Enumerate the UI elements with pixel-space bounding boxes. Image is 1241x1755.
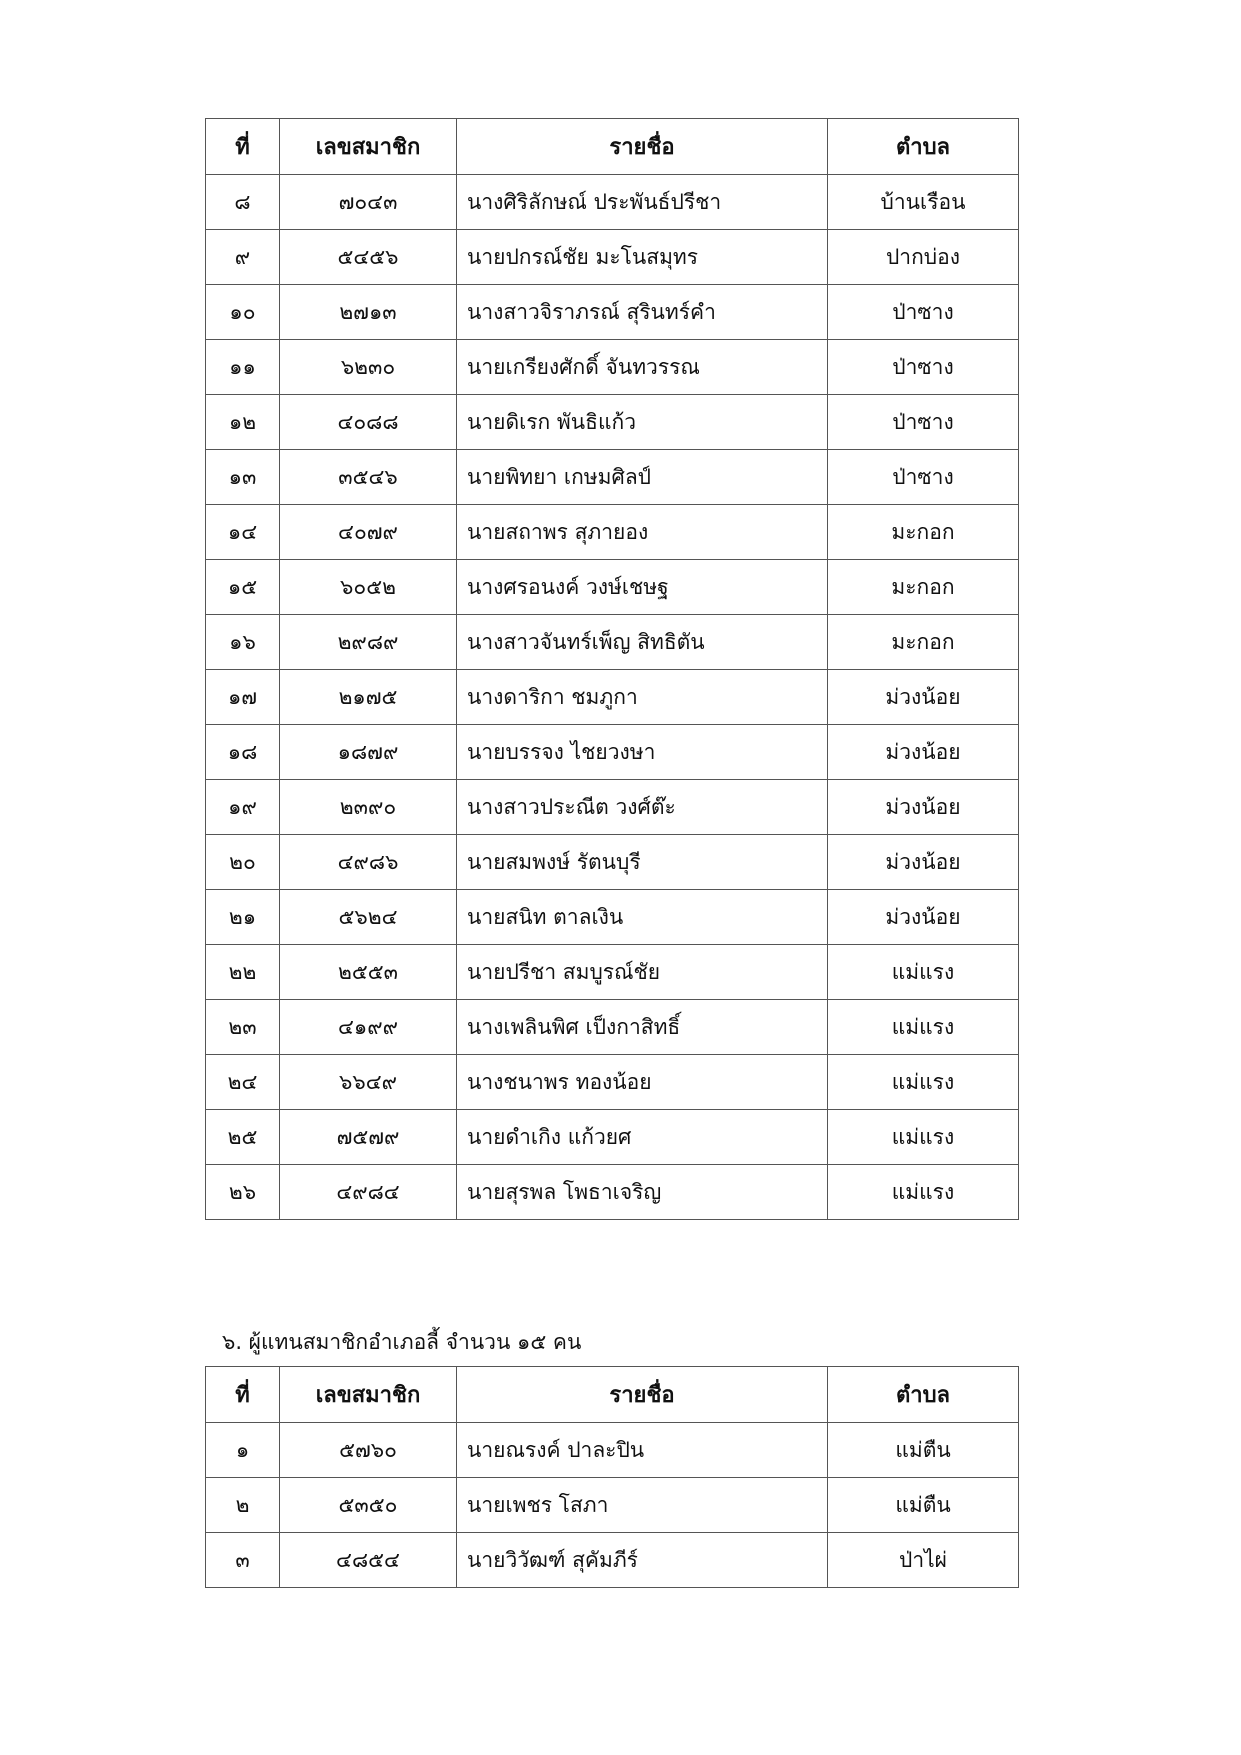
table-row <box>206 1533 1019 1588</box>
cell-member-id: ๔๑๙๙ <box>280 1000 457 1055</box>
cell-no: ๒๕ <box>206 1110 280 1165</box>
cell-subdistrict: แม่แรง <box>828 1165 1019 1220</box>
header-name: รายชื่อ <box>457 119 828 175</box>
cell-member-id: ๒๕๕๓ <box>280 945 457 1000</box>
header-no: ที่ <box>206 1367 280 1423</box>
cell-subdistrict: ปากบ่อง <box>828 230 1019 285</box>
cell-no: ๑๙ <box>206 780 280 835</box>
table-row <box>206 1423 1019 1478</box>
members-table-section-6 <box>205 1366 1019 1588</box>
header-no: ที่ <box>206 119 280 175</box>
cell-member-id: ๔๘๕๔ <box>280 1533 457 1588</box>
cell-name: นายสมพงษ์ รัตนบุรี <box>457 835 828 890</box>
cell-subdistrict: ม่วงน้อย <box>828 725 1019 780</box>
cell-name: นางสาวประณีต วงศ์ต๊ะ <box>457 780 828 835</box>
cell-name: นายเพชร โสภา <box>457 1478 828 1533</box>
cell-subdistrict: แม่ตืน <box>828 1478 1019 1533</box>
cell-no: ๙ <box>206 230 280 285</box>
cell-no: ๑๖ <box>206 615 280 670</box>
table-row <box>206 560 1019 615</box>
cell-name: นางศรอนงค์ วงษ์เชษฐ <box>457 560 828 615</box>
cell-name: นายสนิท ตาลเงิน <box>457 890 828 945</box>
cell-member-id: ๗๐๔๓ <box>280 175 457 230</box>
cell-member-id: ๕๖๒๔ <box>280 890 457 945</box>
table-row <box>206 175 1019 230</box>
cell-member-id: ๕๓๕๐ <box>280 1478 457 1533</box>
cell-no: ๒๓ <box>206 1000 280 1055</box>
cell-subdistrict: บ้านเรือน <box>828 175 1019 230</box>
cell-subdistrict: แม่แรง <box>828 1000 1019 1055</box>
header-member-id: เลขสมาชิก <box>280 1367 457 1423</box>
table-header-row <box>206 1367 1019 1423</box>
cell-subdistrict: ม่วงน้อย <box>828 835 1019 890</box>
header-name: รายชื่อ <box>457 1367 828 1423</box>
cell-no: ๑๐ <box>206 285 280 340</box>
cell-subdistrict: มะกอก <box>828 615 1019 670</box>
cell-no: ๒๐ <box>206 835 280 890</box>
cell-member-id: ๑๘๗๙ <box>280 725 457 780</box>
cell-name: นายดำเกิง แก้วยศ <box>457 1110 828 1165</box>
cell-subdistrict: แม่แรง <box>828 1055 1019 1110</box>
table-row <box>206 1478 1019 1533</box>
cell-name: นายพิทยา เกษมศิลป์ <box>457 450 828 505</box>
cell-member-id: ๖๒๓๐ <box>280 340 457 395</box>
members-table-continued <box>205 118 1019 1220</box>
cell-member-id: ๔๐๘๘ <box>280 395 457 450</box>
cell-name: นายเกรียงศักดิ์ จันทวรรณ <box>457 340 828 395</box>
cell-member-id: ๗๕๗๙ <box>280 1110 457 1165</box>
table-row <box>206 1110 1019 1165</box>
cell-subdistrict: ม่วงน้อย <box>828 890 1019 945</box>
cell-name: นางสาวจิราภรณ์ สุรินทร์คำ <box>457 285 828 340</box>
table-row <box>206 285 1019 340</box>
cell-subdistrict: แม่แรง <box>828 1110 1019 1165</box>
header-member-id: เลขสมาชิก <box>280 119 457 175</box>
cell-member-id: ๔๐๗๙ <box>280 505 457 560</box>
cell-no: ๓ <box>206 1533 280 1588</box>
cell-subdistrict: ป่าไผ่ <box>828 1533 1019 1588</box>
table-row <box>206 615 1019 670</box>
table-row <box>206 450 1019 505</box>
cell-subdistrict: ม่วงน้อย <box>828 780 1019 835</box>
cell-subdistrict: มะกอก <box>828 505 1019 560</box>
cell-no: ๑ <box>206 1423 280 1478</box>
cell-member-id: ๒๙๘๙ <box>280 615 457 670</box>
cell-subdistrict: แม่แรง <box>828 945 1019 1000</box>
table-row <box>206 670 1019 725</box>
cell-subdistrict: ป่าซาง <box>828 395 1019 450</box>
table-row <box>206 835 1019 890</box>
table-row <box>206 890 1019 945</box>
cell-name: นายดิเรก พันธิแก้ว <box>457 395 828 450</box>
table-row <box>206 395 1019 450</box>
cell-name: นางเพลินพิศ เป็งกาสิทธิ์ <box>457 1000 828 1055</box>
cell-no: ๑๑ <box>206 340 280 395</box>
header-subdistrict: ตำบล <box>828 119 1019 175</box>
cell-no: ๑๗ <box>206 670 280 725</box>
table-row <box>206 1000 1019 1055</box>
cell-no: ๒๑ <box>206 890 280 945</box>
table-row <box>206 1165 1019 1220</box>
cell-member-id: ๒๗๑๓ <box>280 285 457 340</box>
cell-member-id: ๓๕๔๖ <box>280 450 457 505</box>
cell-no: ๑๘ <box>206 725 280 780</box>
cell-name: นางสาวจันทร์เพ็ญ สิทธิตัน <box>457 615 828 670</box>
cell-no: ๒๖ <box>206 1165 280 1220</box>
cell-name: นายบรรจง ไชยวงษา <box>457 725 828 780</box>
cell-member-id: ๒๑๗๕ <box>280 670 457 725</box>
cell-no: ๒๒ <box>206 945 280 1000</box>
cell-member-id: ๔๙๘๔ <box>280 1165 457 1220</box>
cell-member-id: ๖๖๔๙ <box>280 1055 457 1110</box>
cell-member-id: ๒๓๙๐ <box>280 780 457 835</box>
cell-no: ๑๔ <box>206 505 280 560</box>
table-row <box>206 780 1019 835</box>
cell-name: นายสถาพร สุภายอง <box>457 505 828 560</box>
header-subdistrict: ตำบล <box>828 1367 1019 1423</box>
cell-subdistrict: ป่าซาง <box>828 340 1019 395</box>
cell-no: ๒ <box>206 1478 280 1533</box>
cell-member-id: ๔๙๘๖ <box>280 835 457 890</box>
cell-name: นางดาริกา ชมภูกา <box>457 670 828 725</box>
table-row <box>206 340 1019 395</box>
cell-name: นายปกรณ์ชัย มะโนสมุทร <box>457 230 828 285</box>
cell-no: ๒๔ <box>206 1055 280 1110</box>
table-row <box>206 725 1019 780</box>
table-row <box>206 1055 1019 1110</box>
cell-name: นางศิริลักษณ์ ประพันธ์ปรีชา <box>457 175 828 230</box>
cell-no: ๑๕ <box>206 560 280 615</box>
table-row <box>206 945 1019 1000</box>
cell-member-id: ๖๐๕๒ <box>280 560 457 615</box>
table-row <box>206 230 1019 285</box>
table-header-row <box>206 119 1019 175</box>
cell-name: นายวิวัฒฑ์ สุคัมภีร์ <box>457 1533 828 1588</box>
cell-subdistrict: แม่ตืน <box>828 1423 1019 1478</box>
cell-name: นายปรีชา สมบูรณ์ชัย <box>457 945 828 1000</box>
cell-subdistrict: ป่าซาง <box>828 285 1019 340</box>
cell-name: นางชนาพร ทองน้อย <box>457 1055 828 1110</box>
table-row <box>206 505 1019 560</box>
cell-no: ๑๒ <box>206 395 280 450</box>
cell-name: นายณรงค์ ปาละปิน <box>457 1423 828 1478</box>
cell-name: นายสุรพล โพธาเจริญ <box>457 1165 828 1220</box>
cell-subdistrict: ม่วงน้อย <box>828 670 1019 725</box>
cell-no: ๑๓ <box>206 450 280 505</box>
cell-no: ๘ <box>206 175 280 230</box>
cell-member-id: ๕๔๕๖ <box>280 230 457 285</box>
section-6-caption: ๖. ผู้แทนสมาชิกอำเภอลี้ จำนวน ๑๕ คน <box>222 1330 582 1354</box>
cell-member-id: ๕๗๖๐ <box>280 1423 457 1478</box>
cell-subdistrict: มะกอก <box>828 560 1019 615</box>
cell-subdistrict: ป่าซาง <box>828 450 1019 505</box>
